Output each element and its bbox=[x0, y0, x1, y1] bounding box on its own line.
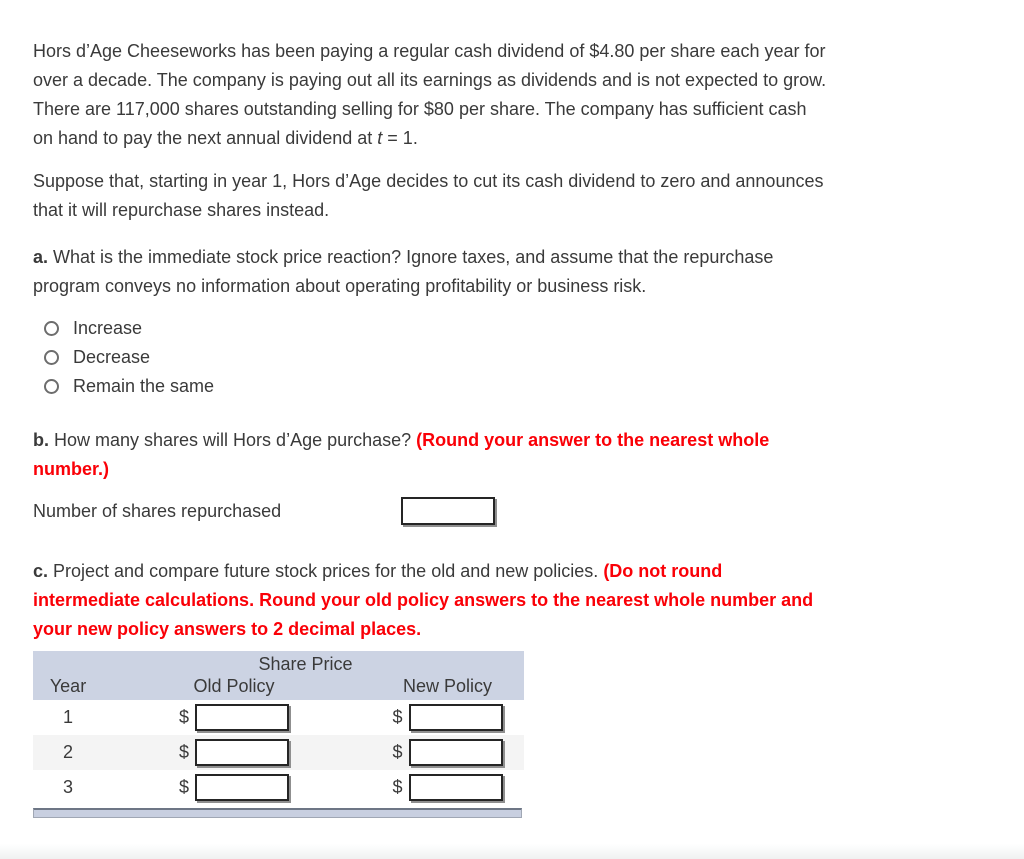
table-row-year-1 bbox=[33, 700, 524, 735]
dollar-sign: $ bbox=[178, 742, 189, 762]
text-segment: number.) bbox=[33, 459, 110, 479]
intro-paragraph-1 bbox=[33, 37, 970, 153]
text-segment: b. bbox=[33, 430, 49, 450]
table-header bbox=[33, 651, 524, 700]
dollar-sign: $ bbox=[392, 742, 403, 762]
text-segment: Project and compare future stock prices for the old and new policies. bbox=[48, 561, 604, 581]
text-segment: intermediate calculations. Round your old policy answers to the nearest whole number and bbox=[33, 590, 814, 610]
text-segment: on hand to pay the next annual dividend at bbox=[33, 128, 378, 148]
new-policy-input-year-2[interactable] bbox=[409, 739, 503, 766]
radio-button-icon[interactable] bbox=[44, 321, 59, 336]
page-bottom-edge bbox=[0, 844, 1024, 859]
text-segment: (Do not round bbox=[603, 561, 723, 581]
new-policy-input-year-1[interactable] bbox=[409, 704, 503, 731]
text-segment: over a decade. The company is paying out all its earnings as dividends and is not expected to grow. bbox=[33, 70, 827, 90]
part-c-question bbox=[33, 557, 970, 644]
radio-button-icon[interactable] bbox=[44, 350, 59, 365]
text-segment: What is the immediate stock price reaction? Ignore taxes, and assume that the repurchase bbox=[48, 247, 774, 267]
column-header-new-policy: New Policy bbox=[402, 676, 493, 696]
column-header-old-policy: Old Policy bbox=[193, 676, 275, 696]
part-b-question bbox=[33, 426, 970, 484]
year-value: 3 bbox=[62, 777, 73, 797]
text-segment: Suppose that, starting in year 1, Hors d’Age decides to cut its cash dividend to zero and announces bbox=[33, 171, 824, 191]
text-segment: Hors d’Age Cheeseworks has been paying a regular cash dividend of $4.80 per share each year for bbox=[33, 41, 826, 61]
new-policy-input-year-3[interactable] bbox=[409, 774, 503, 801]
dollar-sign: $ bbox=[392, 777, 403, 797]
table-horizontal-scrollbar[interactable] bbox=[33, 808, 522, 818]
part-a-options bbox=[33, 314, 970, 401]
radio-button-icon[interactable] bbox=[44, 379, 59, 394]
text-segment: t bbox=[377, 128, 383, 148]
dollar-sign: $ bbox=[178, 707, 189, 727]
part-a-question bbox=[33, 243, 970, 301]
option-remain-the-same-label: Remain the same bbox=[73, 376, 215, 396]
column-group-header-share-price: Share Price bbox=[258, 654, 353, 674]
shares-repurchased-input[interactable] bbox=[401, 497, 495, 525]
year-value: 1 bbox=[62, 707, 73, 727]
text-segment: (Round your answer to the nearest whole bbox=[416, 430, 770, 450]
old-policy-input-year-1[interactable] bbox=[195, 704, 289, 731]
text-segment: c. bbox=[33, 561, 49, 581]
dollar-sign: $ bbox=[178, 777, 189, 797]
old-policy-input-year-3[interactable] bbox=[195, 774, 289, 801]
text-segment: program conveys no information about operating profitability or business risk. bbox=[33, 276, 647, 296]
part-b-answer-row bbox=[33, 495, 970, 527]
column-header-year: Year bbox=[49, 676, 87, 696]
table-row-year-3 bbox=[33, 770, 524, 805]
text-segment: a. bbox=[33, 247, 49, 267]
dollar-sign: $ bbox=[392, 707, 403, 727]
option-increase-label: Increase bbox=[73, 318, 143, 338]
intro-paragraph-2 bbox=[33, 167, 970, 225]
option-decrease[interactable] bbox=[33, 343, 970, 372]
option-decrease-label: Decrease bbox=[73, 347, 151, 367]
text-segment: = 1. bbox=[382, 128, 418, 148]
text-segment: that it will repurchase shares instead. bbox=[33, 200, 330, 220]
text-segment: There are 117,000 shares outstanding selling for $80 per share. The company has sufficient cash bbox=[33, 99, 807, 119]
option-increase[interactable] bbox=[33, 314, 970, 343]
share-price-table bbox=[33, 651, 524, 818]
option-remain-the-same[interactable] bbox=[33, 372, 970, 401]
text-segment: How many shares will Hors d’Age purchase? bbox=[49, 430, 417, 450]
table-row-year-2 bbox=[33, 735, 524, 770]
old-policy-input-year-2[interactable] bbox=[195, 739, 289, 766]
shares-repurchased-label: Number of shares repurchased bbox=[33, 501, 282, 521]
text-segment: your new policy answers to 2 decimal places. bbox=[33, 619, 422, 639]
year-value: 2 bbox=[62, 742, 73, 762]
